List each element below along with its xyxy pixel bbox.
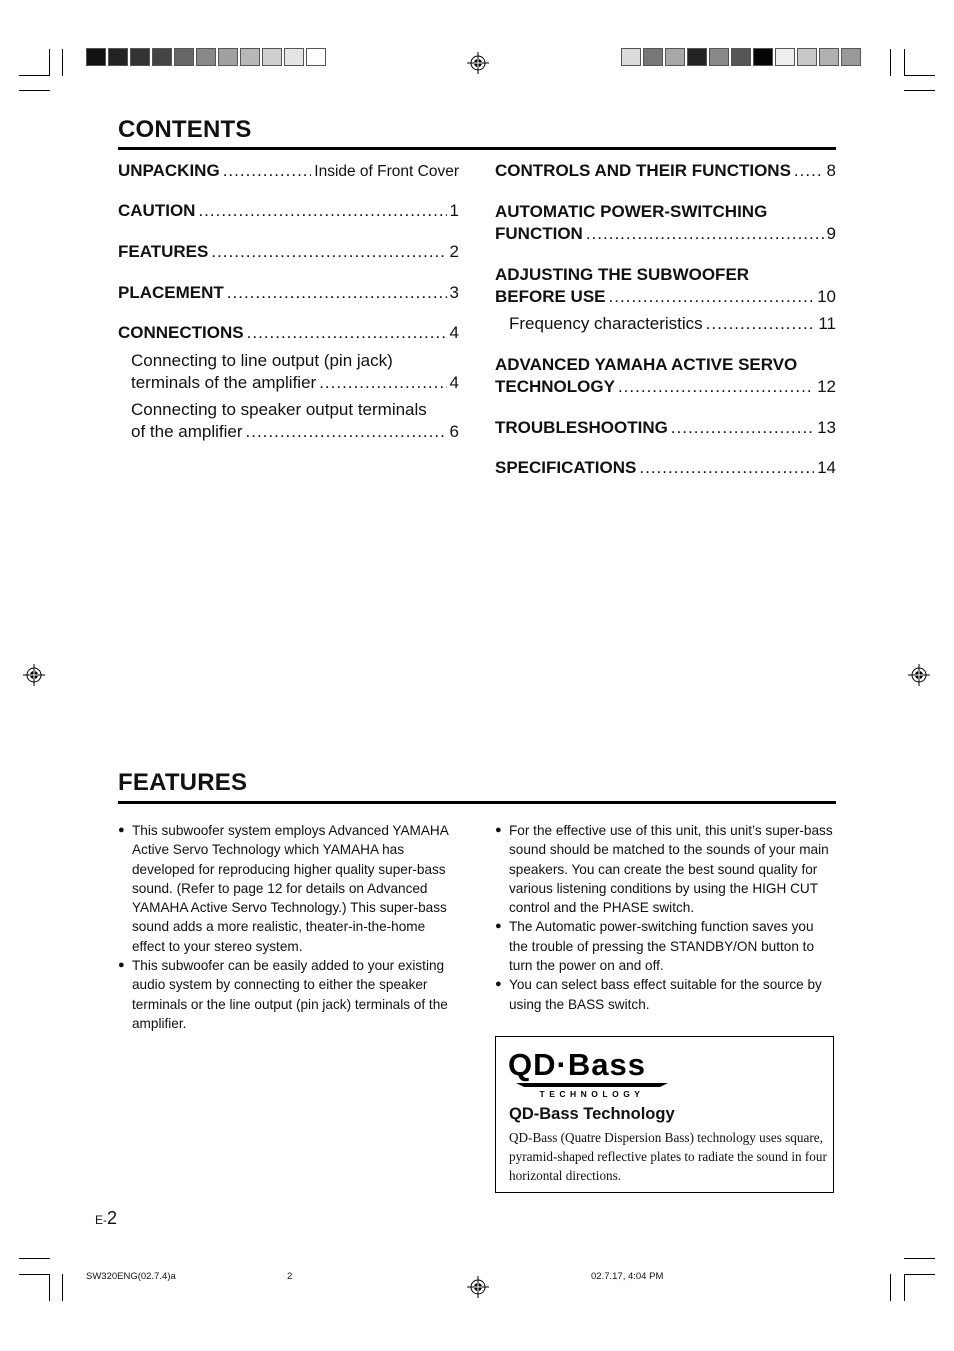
toc-label: UNPACKING: [118, 161, 220, 180]
color-swatch: [709, 48, 729, 66]
toc-leader: [609, 286, 815, 308]
toc-page: Inside of Front Cover: [314, 163, 459, 180]
toc-page: 2: [449, 242, 459, 261]
color-swatch: [196, 48, 216, 66]
features-right-column: [495, 821, 835, 1014]
toc-left-column: [118, 160, 459, 445]
toc-page: 14: [817, 458, 836, 477]
toc-entry[interactable]: [495, 457, 836, 497]
qd-bass-box: [495, 1036, 834, 1193]
toc-leader: [706, 313, 816, 335]
footer-page: 2: [287, 1271, 293, 1282]
toc-label: TECHNOLOGY: [495, 377, 615, 396]
color-bar-right: [621, 48, 863, 68]
color-swatch: [306, 48, 326, 66]
color-swatch: [218, 48, 238, 66]
toc-page: 6: [449, 422, 459, 441]
registration-mark-icon: [908, 664, 930, 686]
toc-label: FEATURES: [118, 242, 209, 261]
toc-leader: [246, 421, 447, 443]
color-swatch: [665, 48, 685, 66]
color-swatch: [174, 48, 194, 66]
qd-bass-title: QD-Bass Technology: [509, 1105, 675, 1123]
toc-page: 1: [449, 201, 459, 220]
bullet-icon: ●: [118, 824, 125, 836]
features-heading: FEATURES: [118, 769, 248, 796]
toc-leader: [211, 241, 446, 263]
qd-bass-logo-wordmark: QD·Bass: [508, 1047, 646, 1082]
contents-rule: [118, 147, 836, 150]
footer-filename: SW320ENG(02.7.4)a: [86, 1271, 176, 1282]
toc-entry[interactable]: [495, 160, 836, 201]
toc-leader: [586, 223, 824, 245]
color-bar-left: [86, 48, 328, 68]
toc-right-column: [495, 160, 836, 497]
toc-entry[interactable]: [118, 399, 459, 445]
color-swatch: [775, 48, 795, 66]
toc-label: ADJUSTING THE SUBWOOFER: [495, 265, 750, 284]
toc-leader: [247, 322, 447, 344]
color-swatch: [819, 48, 839, 66]
toc-leader: [223, 160, 312, 182]
qd-bass-logo-icon: [508, 1047, 678, 1099]
toc-page: 10: [817, 287, 836, 306]
color-swatch: [284, 48, 304, 66]
toc-entry[interactable]: [118, 241, 459, 282]
toc-page: 13: [817, 418, 836, 437]
toc-leader: [639, 457, 814, 479]
contents-heading: CONTENTS: [118, 116, 252, 143]
toc-entry[interactable]: [118, 350, 459, 399]
toc-leader: [227, 282, 447, 304]
page-number-value: 2: [107, 1208, 118, 1228]
toc-label: CONTROLS AND THEIR FUNCTIONS: [495, 161, 791, 180]
color-swatch: [687, 48, 707, 66]
color-swatch: [731, 48, 751, 66]
toc-label: terminals of the amplifier: [131, 373, 317, 392]
feature-bullet-item: [495, 917, 835, 975]
toc-label: CAUTION: [118, 201, 196, 220]
color-swatch: [841, 48, 861, 66]
toc-entry[interactable]: [495, 264, 836, 313]
feature-text: This subwoofer can be easily added to your existing audio system by connecting to either the speaker terminals or the line output (pin jack) terminals of the amplifier.: [132, 958, 448, 1031]
bullet-icon: ●: [495, 978, 502, 991]
registration-mark-icon: [467, 52, 489, 74]
toc-label: PLACEMENT: [118, 283, 224, 302]
color-swatch: [240, 48, 260, 66]
qd-bass-logo-subtitle: TECHNOLOGY: [539, 1089, 645, 1099]
toc-page: 9: [826, 224, 836, 243]
toc-leader: [671, 417, 814, 439]
toc-entry[interactable]: [495, 313, 836, 354]
color-swatch: [130, 48, 150, 66]
toc-entry[interactable]: [118, 322, 459, 350]
feature-bullet-item: [495, 975, 835, 1014]
features-rule: [118, 801, 836, 804]
toc-page: 4: [449, 373, 459, 392]
page-number: [95, 1208, 117, 1229]
color-swatch: [797, 48, 817, 66]
toc-label: Connecting to speaker output terminals: [131, 400, 427, 419]
toc-label: Connecting to line output (pin jack): [131, 351, 393, 370]
feature-bullet-item: [118, 821, 458, 956]
color-swatch: [152, 48, 172, 66]
color-swatch: [262, 48, 282, 66]
registration-mark-icon: [23, 664, 45, 686]
toc-entry[interactable]: [118, 160, 459, 200]
feature-text: This subwoofer system employs Advanced YAMAHA Active Servo Technology which YAMAHA has developed for reproducing higher quality super-bass sound. (Refer to page 12 for details on Advanced YAMAHA Active Servo Technology.) This super-bass sound adds a more realistic, theater-in-the-home effect to your stereo system.: [132, 823, 449, 954]
toc-leader: [198, 200, 446, 222]
color-swatch: [621, 48, 641, 66]
toc-entry[interactable]: [495, 354, 836, 417]
toc-leader: [319, 372, 446, 394]
qd-bass-description: QD-Bass (Quatre Dispersion Bass) technology uses square, pyramid-shaped reflective plates to radiate the sound in four horizontal directions.: [509, 1130, 827, 1183]
toc-label: FUNCTION: [495, 224, 583, 243]
color-swatch: [108, 48, 128, 66]
footer-timestamp: 02.7.17, 4:04 PM: [591, 1271, 664, 1282]
toc-page: 8: [826, 161, 836, 180]
toc-label: AUTOMATIC POWER-SWITCHING: [495, 202, 768, 221]
toc-entry[interactable]: [118, 282, 459, 322]
toc-leader: [618, 376, 814, 398]
feature-text: You can select bass effect suitable for the source by using the BASS switch.: [509, 977, 822, 1012]
feature-bullet-item: [118, 956, 458, 1033]
toc-entry[interactable]: [495, 417, 836, 457]
toc-page: 11: [818, 314, 836, 333]
toc-entry[interactable]: [118, 200, 459, 241]
toc-leader: [794, 160, 824, 182]
bullet-icon: ●: [495, 824, 502, 836]
feature-text: The Automatic power-switching function saves you the trouble of pressing the STANDBY/ON button to turn the power on and off.: [509, 919, 815, 974]
toc-label: TROUBLESHOOTING: [495, 418, 668, 437]
color-swatch: [643, 48, 663, 66]
toc-entry[interactable]: [495, 201, 836, 264]
toc-label: BEFORE USE: [495, 287, 606, 306]
bullet-icon: ●: [495, 920, 502, 933]
toc-label: Frequency characteristics: [509, 314, 703, 333]
features-left-column: [118, 821, 458, 1033]
page-number-prefix: E-: [95, 1213, 107, 1227]
color-swatch: [753, 48, 773, 66]
toc-page: 4: [449, 323, 459, 342]
toc-page: 12: [817, 377, 836, 396]
feature-text: For the effective use of this unit, this unit’s super-bass sound should be matched to the sounds of your main speakers. You can create the best sound quality for various listening conditions by using the HIGH CUT control and the PHASE switch.: [509, 823, 833, 916]
toc-page: 3: [449, 283, 459, 302]
toc-label: CONNECTIONS: [118, 323, 244, 342]
toc-label: SPECIFICATIONS: [495, 458, 637, 477]
toc-label: ADVANCED YAMAHA ACTIVE SERVO: [495, 355, 798, 374]
registration-mark-icon: [467, 1276, 489, 1298]
feature-bullet-item: [495, 821, 835, 917]
color-swatch: [86, 48, 106, 66]
toc-label: of the amplifier: [131, 422, 243, 441]
bullet-icon: ●: [118, 959, 125, 972]
